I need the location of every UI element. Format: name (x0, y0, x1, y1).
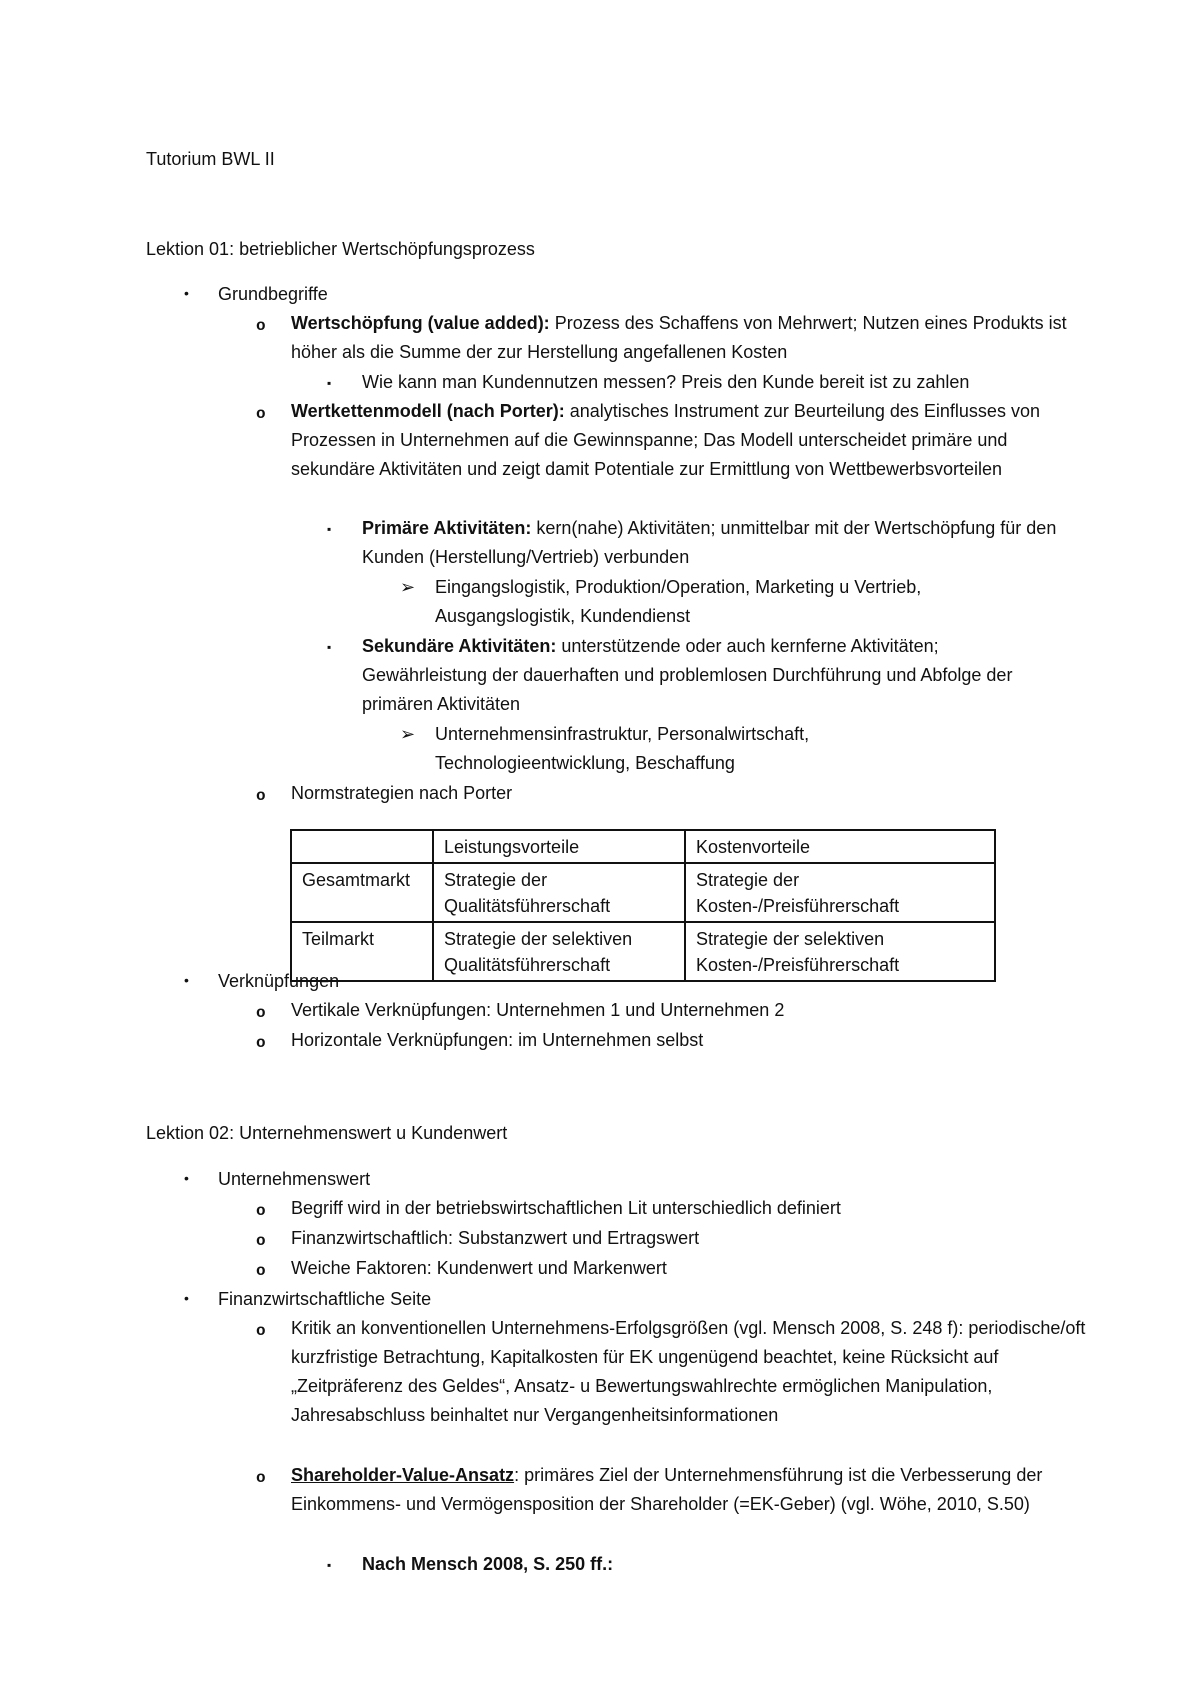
circle-marker: o (256, 1004, 266, 1022)
table-cell: Strategie der selektiven Kosten-/Preisführerschaft (685, 922, 995, 981)
lektion-01-heading: Lektion 01: betrieblicher Wertschöpfungsprozess (146, 239, 535, 259)
vertikal-text: Vertikale Verknüpfungen: Unternehmen 1 und Unternehmen 2 (291, 1000, 785, 1020)
arrow-marker: ➢ (400, 724, 416, 744)
horizontal-text: Horizontale Verknüpfungen: im Unternehmen selbst (291, 1030, 704, 1050)
primaer-text: kern(nahe) Aktivitäten; unmittelbar mit der Wertschöpfung für den Kunden (Herstellung/Vertrieb) verbunden (362, 518, 1057, 567)
wertschoepfung-definition (291, 309, 1091, 367)
table-row (291, 922, 995, 981)
primaer-list: Eingangslogistik, Produktion/Operation, Marketing u Vertrieb, Ausgangslogistik, Kundendienst (435, 577, 922, 626)
circle-marker: o (256, 405, 266, 423)
table-header-row (291, 830, 995, 863)
bullet-marker: • (184, 1170, 189, 1186)
grundbegriffe-label: Grundbegriffe (218, 284, 328, 304)
primaer-term: Primäre Aktivitäten: (362, 518, 532, 538)
circle-marker: o (256, 1322, 266, 1340)
shareholder-value-term: Shareholder-Value-Ansatz (291, 1465, 515, 1485)
table-cell: Teilmarkt (291, 922, 433, 981)
circle-marker: o (256, 787, 266, 805)
verknuepfungen-label: Verknüpfungen (218, 971, 340, 991)
primaere-aktivitaeten (362, 514, 1062, 572)
arrow-marker: ➢ (400, 577, 416, 597)
weiche-text: Weiche Faktoren: Kundenwert und Markenwert (291, 1258, 667, 1278)
finanz-text: Finanzwirtschaftlich: Substanzwert und Ertragswert (291, 1228, 700, 1248)
normstrategien-table (290, 829, 996, 982)
lektion-02-heading: Lektion 02: Unternehmenswert u Kundenwert (146, 1123, 508, 1143)
circle-marker: o (256, 1232, 266, 1250)
circle-marker: o (256, 1469, 266, 1487)
square-marker: ▪ (327, 640, 332, 654)
wertschoepfung-term: Wertschöpfung (value added): (291, 313, 550, 333)
unternehmenswert-label: Unternehmenswert (218, 1169, 371, 1189)
finanzseite-label: Finanzwirtschaftliche Seite (218, 1289, 432, 1309)
circle-marker: o (256, 317, 266, 335)
table-cell: Gesamtmarkt (291, 863, 433, 922)
table-row (291, 863, 995, 922)
sekundaer-list: Unternehmensinfrastruktur, Personalwirtschaft, Technologieentwicklung, Beschaffung (435, 724, 810, 773)
sekundaere-aktivitaeten (362, 632, 1062, 719)
wertkette-definition (291, 397, 1091, 484)
bullet-marker: • (184, 972, 189, 988)
square-marker: ▪ (327, 1558, 332, 1572)
table-cell: Leistungsvorteile (433, 830, 685, 863)
wertkette-term: Wertkettenmodell (nach Porter): (291, 401, 565, 421)
table-cell: Strategie der Qualitätsführerschaft (433, 863, 685, 922)
document-title: Tutorium BWL II (146, 149, 275, 169)
circle-marker: o (256, 1262, 266, 1280)
table-cell: Strategie der Kosten-/Preisführerschaft (685, 863, 995, 922)
wertschoepfung-text: Prozess des Schaffens von Mehrwert; Nutzen eines Produkts ist höher als die Summe der zur Herstellung angefallenen Kosten (291, 313, 1067, 362)
circle-marker: o (256, 1202, 266, 1220)
table-cell: Kostenvorteile (685, 830, 995, 863)
kritik-text: Kritik an konventionellen Unternehmens-Erfolgsgrößen (vgl. Mensch 2008, S. 248 f): periodische/oft kurzfristige Betrachtung, Kapitalkosten für EK ungenügend beachtet, keine Rücksicht auf „Zeitpräferenz des Geldes“, Ansatz- u Bewertungswahlrechte ermöglichen Manipulation, Jahresabschluss beinhaltet nur Vergangenheitsinformationen (291, 1318, 1086, 1425)
sekundaer-text: unterstützende oder auch kernferne Aktivitäten; Gewährleistung der dauerhaften und problemlosen Durchführung und Abfolge der primären Aktivitäten (362, 636, 1013, 714)
bullet-marker: • (184, 1290, 189, 1306)
normstrategien-label: Normstrategien nach Porter (291, 783, 513, 803)
table-cell: Strategie der selektiven Qualitätsführerschaft (433, 922, 685, 981)
bullet-marker: • (184, 285, 189, 301)
square-marker: ▪ (327, 522, 332, 536)
wertkette-text: analytisches Instrument zur Beurteilung des Einflusses von Prozessen in Unternehmen auf die Gewinnspanne; Das Modell unterscheidet primäre und sekundäre Aktivitäten und zeigt damit Potentiale zur Ermittlung von Wettbewerbsvorteilen (291, 401, 1040, 479)
square-marker: ▪ (327, 376, 332, 390)
kundennutzen-text: Wie kann man Kundennutzen messen? Preis den Kunde bereit ist zu zahlen (362, 372, 970, 392)
shareholder-value-text (291, 1461, 1091, 1519)
sekundaer-term: Sekundäre Aktivitäten: (362, 636, 557, 656)
begriff-text: Begriff wird in der betriebswirtschaftlichen Lit unterschiedlich definiert (291, 1198, 841, 1218)
mensch-reference: Nach Mensch 2008, S. 250 ff.: (362, 1554, 614, 1574)
shareholder-value-desc: : primäres Ziel der Unternehmensführung ist die Verbesserung der Einkommens- und Vermögensposition der Shareholder (=EK-Geber) (vgl. Wöhe, 2010, S.50) (291, 1465, 1043, 1514)
table-cell (291, 830, 433, 863)
circle-marker: o (256, 1034, 266, 1052)
